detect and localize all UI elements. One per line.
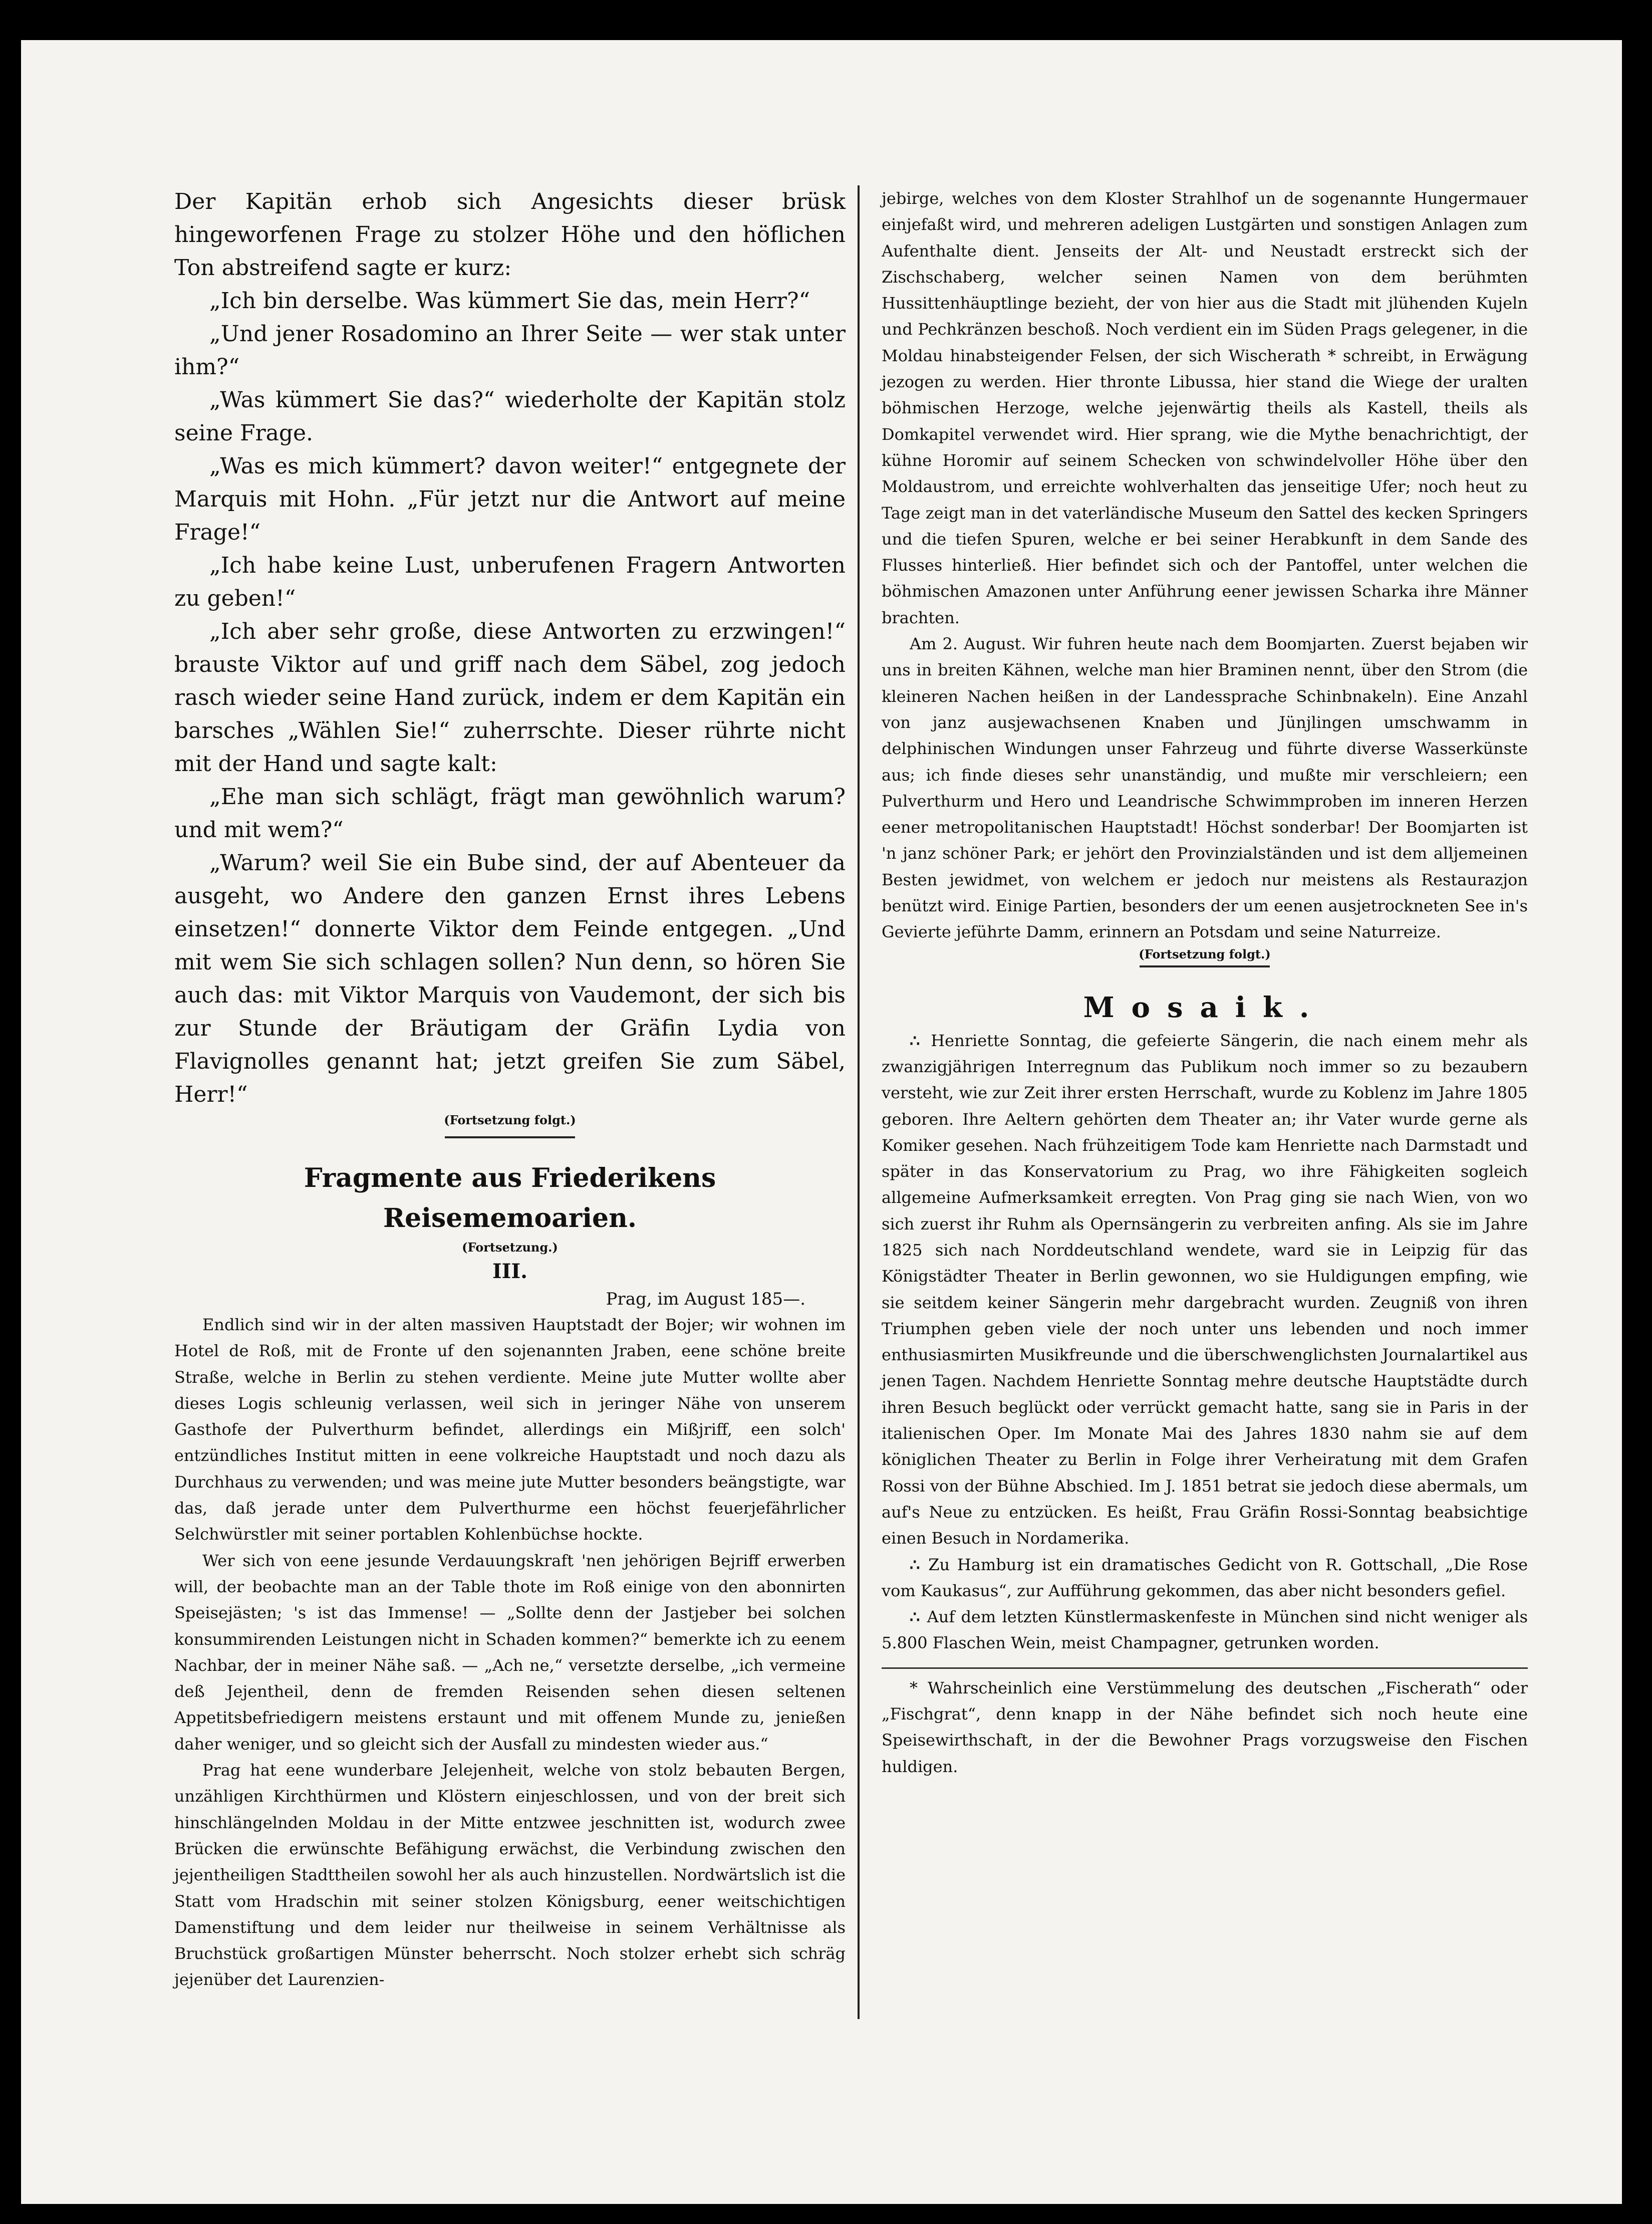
- footnote: [882, 1675, 1528, 1780]
- article-paragraph: Prag hat eene wunderbare Jelejenheit, welche von stolz bebauten Bergen, unzähligen Kirchthürmen und Klöstern einjeschlossen, und von der breit sich hinschlängelnden Moldau in der Mitte entzwee jeschnitten ist, wodurch zwee Brücken die erwünschte Befähigung erwächst, die Verbindung zwischen den jejentheiligen Stadttheilen sowohl her als auch hinzustellen. Nordwärtslich ist die Statt vom Hradschin mit seiner stolzen Königsburg, eener weitschichtigen Damenstiftung und dem leider nur theilweise in seinem Verhältnisse als Bruchstück großartigen Münster beherrscht. Noch stolzer erhebt sich schräg jejenüber det Laurenzien-: [174, 1761, 846, 1990]
- mosaik-item-text: Henriette Sonntag, die gefeierte Sängerin, die nach einem mehr als zwanzigjährigen Interregnum das Publikum noch immer so zu bezaubern versteht, wie zur Zeit ihrer ersten Herrschaft, wurde zu Koblenz im Jahre 1805 geboren. Ihre Aeltern gehörten dem Theater an; ihr Vater wurde gerne als Komiker gesehen. Nach frühzeitigem Tode kam Henriette nach Darmstadt und später in das Konservatorium zu Prag, wo ihre Fähigkeiten sogleich allgemeine Aufmerksamkeit erregten. Von Prag ging sie nach Wien, von wo sich zuerst ihr Ruhm als Opernsängerin zu verbreiten anfing. Als sie im Jahre 1825 sich nach Norddeutschland wendete, ward sie in Leipzig für das Königstädter Theater in Berlin gewonnen, wo sie Huldigungen empfing, wie sie seitdem keiner Sängerin mehr dargebracht wurden. Zeugniß von ihren Triumphen geben viele der noch unter uns lebenden und noch immer enthusiasmirten Musikfreunde und die überschwenglichsten Journalartikel aus jenen Tagen. Nachdem Henriette Sonntag mehre deutsche Hauptstädte durch ihren Besuch beglückt oder verrückt gemacht hatte, sang sie in Paris in der italienischen Oper. Im Monate Mai des Jahres 1830 nahm sie auf dem königlichen Theater zu Berlin in Folge ihrer Verheiratung mit dem Grafen Rossi von der Bühne Abschied. Im J. 1851 betrat sie jedoch diese abermals, um auf's Neue zu entzücken. Es heißt, Frau Gräfin Rossi-Sonntag beabsichtige einen Besuch in Nordamerika.: [882, 1031, 1528, 1548]
- scan-border-left: [0, 0, 21, 2224]
- story-paragraph: „Warum? weil Sie ein Bube sind, der auf Abenteuer da ausgeht, wo Andere den ganzen Ernst ihres Lebens einsetzen!“ donnerte Viktor dem Feinde entgegen. „Und mit wem Sie sich schlagen sollen? Nun denn, so hören Sie auch das: mit Viktor Marquis von Vaudemont, der sich bis zur Stunde der Bräutigam der Gräfin Lydia von Flavignolles genannt hat; jetzt greifen Sie zum Säbel, Herr!“: [174, 850, 846, 1107]
- mosaik-item-text: Zu Hamburg ist ein dramatisches Gedicht von R. Gottschall, „Die Rose vom Kaukasus“, zur Aufführung gekommen, das aber nicht besonders gefiel.: [882, 1555, 1528, 1600]
- item-marker-icon: ∴: [910, 1607, 921, 1627]
- mosaik-items: [882, 1028, 1528, 1656]
- story-paragraph: „Ich bin derselbe. Was kümmert Sie das, mein Herr?“: [209, 288, 810, 314]
- story-text: [174, 185, 846, 1111]
- mosaik-title: Mosaik.: [1083, 991, 1326, 1024]
- scan-border-right: [1622, 0, 1652, 2224]
- story-paragraph: „Und jener Rosadomino an Ihrer Seite — wer stak unter ihm?“: [174, 321, 846, 380]
- article-title: Fragmente aus Friederikens Reisememoarien.: [304, 1163, 716, 1233]
- section-rule: [1140, 965, 1270, 967]
- article-paragraph: Endlich sind wir in der alten massiven Hauptstadt der Bojer; wir wohnen im Hotel de Roß, mit de Fronte uf den sojenannten Jraben, eene schöne breite Straße, welche in Berlin zu stehen verdiente. Meine jute Mutter wollte aber dieses Logis schleunig verlassen, weil sich in jeringer Nähe von unserem Gasthofe der Pulverthurm befindet, allerdings ein Mißjriff, een solch' entzündliches Institut mitten in eene volkreiche Hauptstadt und noch dazu als Durchhaus zu verwenden; und was meine jute Mutter besonders beängstigte, war das, daß jerade unter dem Pulverthurme een höchst feuerjefährlicher Selchwürstler mit seiner portablen Kohlenbüchse hockte.: [174, 1315, 846, 1544]
- section-numeral: III.: [492, 1260, 528, 1283]
- item-marker-icon: ∴: [910, 1031, 921, 1050]
- story-paragraph: „Ich habe keine Lust, unberufenen Fragern Antworten zu geben!“: [174, 553, 846, 611]
- dateline: Prag, im August 185—.: [606, 1289, 805, 1309]
- story-paragraph: „Was es mich kümmert? davon weiter!“ entgegnete der Marquis mit Hohn. „Für jetzt nur die Antwort auf meine Frage!“: [174, 453, 846, 545]
- story-paragraph: „Ich aber sehr große, diese Antworten zu erzwingen!“ brauste Viktor auf und griff nach dem Säbel, zog jedoch rasch wieder seine Hand zurück, indem er dem Kapitän ein barsches „Wählen Sie!“ zuherrschte. Dieser rührte nicht mit der Hand und sagte kalt:: [174, 619, 846, 777]
- article-continued-note: (Fortsetzung.): [462, 1240, 558, 1255]
- mosaik-item: [882, 1552, 1528, 1604]
- article-paragraph: jebirge, welches von dem Kloster Strahlhof un de sogenannte Hungermauer einjefaßt wird, und mehreren adeligen Lustgärten und sonstigen Anlagen zum Aufenthalte dient. Jenseits der Alt- und Neustadt erstreckt sich der Zischschaberg, welcher seinen Namen von dem berühmten Hussittenhäuptlinge bezieht, der von hier aus die Stadt mit jlühenden Kujeln und Pechkränzen beschoß. Noch verdient ein im Süden Prags gelegener, in die Moldau hinabsteigender Felsen, der sich Wischerath * schreibt, in Erwägung jezogen zu werden. Hier thronte Libussa, hier stand die Wiege der uralten böhmischen Herzoge, welche jejenwärtig theils als Kastell, theils als Domkapitel verwendet wird. Hier sprang, wie die Mythe benachrichtigt, der kühne Horomir auf seinem Schecken von schwindelvoller Höhe über den Moldaustrom, und erreichte wohlverhalten das jenseitige Ufer; noch heut zu Tage zeigt man in det vaterländische Museum den Sattel des kecken Springers und die tiefen Spuren, welche er bei seiner Herabkunft in dem Sande des Flusses hinterließ. Hier befindet sich och der Pantoffel, unter welchen die böhmischen Amazonen unter Anführung eener jewissen Scharka ihre Männer brachten.: [882, 189, 1528, 627]
- article-continuation: [882, 185, 1528, 945]
- mosaik-item: [882, 1604, 1528, 1656]
- story-continued-note: (Fortsetzung folgt.): [444, 1113, 576, 1127]
- column-divider: [858, 185, 860, 2019]
- story-paragraph: „Ehe man sich schlägt, frägt man gewöhnlich warum? und mit wem?“: [174, 784, 846, 843]
- scan-border-bottom: [0, 2204, 1652, 2224]
- footnote-text: * Wahrscheinlich eine Verstümmelung des deutschen „Fischerath“ oder „Fischgrat“, denn knapp in der Nähe befindet sich noch heute eine Speisewirthschaft, in der die Bewohner Prags vorzugsweise den Fischen huldigen.: [882, 1678, 1528, 1776]
- right-column: [882, 185, 1528, 1780]
- article-text: [174, 1312, 846, 1993]
- mosaik-item: [882, 1028, 1528, 1552]
- article-paragraph: Am 2. August. Wir fuhren heute nach dem Boomjarten. Zuerst bejaben wir uns in breiten Kähnen, welche man hier Braminen nennt, über den Strom (die kleineren Nachen heißen in der Landessprache Schinbnakeln). Eine Anzahl von janz ausjewachsenen Knaben und Jünjlingen umschwamm in delphinischen Windungen unser Fahrzeug und führte diverse Wasserkünste aus; ich finde dieses sehr unanständig, und mußte mir verschleiern; een Pulverthurm und Hero und Leandrische Schwimmproben im inneren Herzen eener metropolitanischen Hauptstadt! Höchst sonderbar! Der Boomjarten ist 'n janz schöner Park; er jehört den Provinzialständen und ist dem alljemeinen Besten jewidmet, von welchem er jedoch nur meistens als Restaurazjon benützt wird. Einige Partien, besonders der um eenen ausjetrockneten See in's Gevierte jeführte Damm, erinnern an Potsdam und seine Naturreize.: [882, 634, 1528, 942]
- section-rule: [445, 1136, 575, 1138]
- story-paragraph: „Was kümmert Sie das?“ wiederholte der Kapitän stolz seine Frage.: [174, 387, 846, 446]
- mosaik-item-text: Auf dem letzten Künstlermaskenfeste in München sind nicht weniger als 5.800 Flaschen Wein, meist Champagner, getrunken worden.: [882, 1607, 1528, 1653]
- scan-border-top: [0, 0, 1652, 40]
- left-column: [174, 185, 846, 1993]
- footnote-rule: [882, 1667, 1528, 1669]
- item-marker-icon: ∴: [910, 1555, 921, 1574]
- story-paragraph: Der Kapitän erhob sich Angesichts dieser brüsk hingeworfenen Frage zu stolzer Höhe und den höflichen Ton abstreifend sagte er kurz:: [174, 189, 846, 281]
- article-paragraph: Wer sich von eene jesunde Verdauungskraft 'nen jehörigen Bejriff erwerben will, der beobachte man an der Table thote im Roß einige von den abonnirten Speisejästen; 's ist das Immense! — „Sollte denn der Jastjeber bei solchen konsummirenden Leistungen nicht in Schaden kommen?“ bemerkte ich zu eenem Nachbar, der in meiner Nähe saß. — „Ach ne,“ versetzte derselbe, „ich vermeine deß Jejentheil, denn de fremden Reisenden sehen diesen seltenen Appetitsbefriedigern meistens erstaunt und mit offenem Munde zu, jenießen daher weniger, und so gleicht sich der Ausfall zu mindesten wieder aus.“: [174, 1551, 846, 1754]
- article-continued-note: (Fortsetzung folgt.): [1139, 946, 1271, 961]
